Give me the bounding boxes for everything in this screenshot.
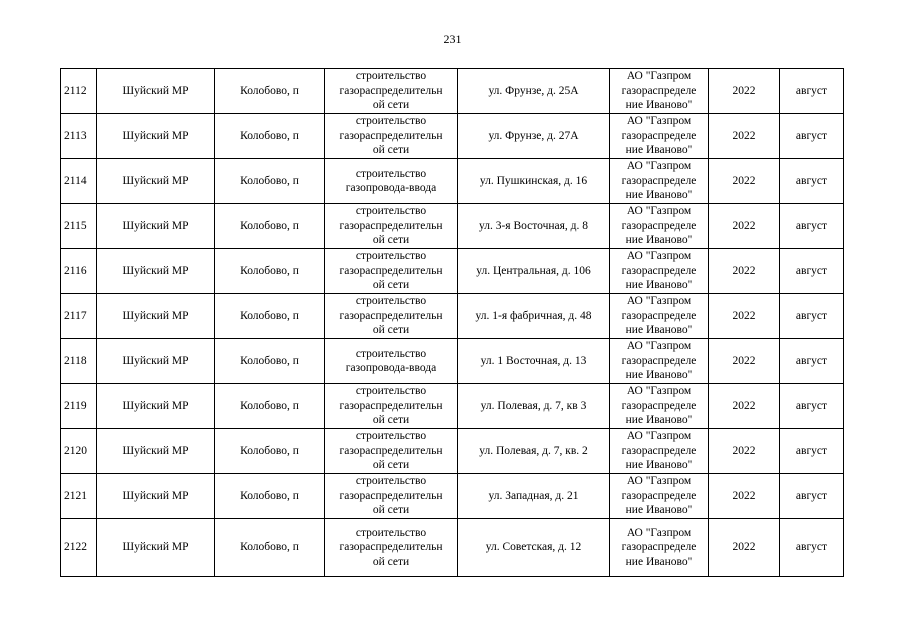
district-cell: Шуйский МР — [97, 474, 215, 519]
year-cell: 2022 — [709, 204, 780, 249]
district-cell: Шуйский МР — [97, 69, 215, 114]
organization-cell: АО "Газпром газораспределе ние Иваново" — [610, 249, 709, 294]
address-cell: ул. Полевая, д. 7, кв. 2 — [458, 429, 610, 474]
address-cell: ул. Полевая, д. 7, кв 3 — [458, 384, 610, 429]
organization-cell: АО "Газпром газораспределе ние Иваново" — [610, 519, 709, 577]
work-type-cell: строительство газораспределительн ой сети — [325, 69, 458, 114]
organization-cell: АО "Газпром газораспределе ние Иваново" — [610, 204, 709, 249]
district-cell: Шуйский МР — [97, 204, 215, 249]
month-cell: август — [780, 384, 844, 429]
row-number-cell: 2117 — [61, 294, 97, 339]
row-number-cell: 2115 — [61, 204, 97, 249]
work-type-cell: строительство газораспределительн ой сети — [325, 519, 458, 577]
table-body — [61, 69, 844, 577]
row-number-cell: 2114 — [61, 159, 97, 204]
district-cell: Шуйский МР — [97, 114, 215, 159]
row-number-cell: 2113 — [61, 114, 97, 159]
month-cell: август — [780, 429, 844, 474]
locality-cell: Колобово, п — [215, 519, 325, 577]
row-number-cell: 2118 — [61, 339, 97, 384]
year-cell: 2022 — [709, 249, 780, 294]
year-cell: 2022 — [709, 294, 780, 339]
row-number-cell: 2120 — [61, 429, 97, 474]
organization-cell: АО "Газпром газораспределе ние Иваново" — [610, 474, 709, 519]
row-number-cell: 2112 — [61, 69, 97, 114]
organization-cell: АО "Газпром газораспределе ние Иваново" — [610, 159, 709, 204]
address-cell: ул. Пушкинская, д. 16 — [458, 159, 610, 204]
organization-cell: АО "Газпром газораспределе ние Иваново" — [610, 69, 709, 114]
row-number-cell: 2116 — [61, 249, 97, 294]
district-cell: Шуйский МР — [97, 519, 215, 577]
year-cell: 2022 — [709, 114, 780, 159]
month-cell: август — [780, 294, 844, 339]
address-cell: ул. Центральная, д. 106 — [458, 249, 610, 294]
locality-cell: Колобово, п — [215, 114, 325, 159]
table-row — [61, 159, 844, 204]
locality-cell: Колобово, п — [215, 294, 325, 339]
locality-cell: Колобово, п — [215, 249, 325, 294]
work-type-cell: строительство газораспределительн ой сети — [325, 474, 458, 519]
locality-cell: Колобово, п — [215, 474, 325, 519]
table-row — [61, 249, 844, 294]
organization-cell: АО "Газпром газораспределе ние Иваново" — [610, 114, 709, 159]
month-cell: август — [780, 339, 844, 384]
work-type-cell: строительство газораспределительн ой сети — [325, 114, 458, 159]
table-row — [61, 204, 844, 249]
address-cell: ул. Советская, д. 12 — [458, 519, 610, 577]
locality-cell: Колобово, п — [215, 429, 325, 474]
month-cell: август — [780, 249, 844, 294]
address-cell: ул. Западная, д. 21 — [458, 474, 610, 519]
work-type-cell: строительство газопровода-ввода — [325, 339, 458, 384]
address-cell: ул. 3-я Восточная, д. 8 — [458, 204, 610, 249]
address-cell: ул. 1 Восточная, д. 13 — [458, 339, 610, 384]
locality-cell: Колобово, п — [215, 204, 325, 249]
district-cell: Шуйский МР — [97, 384, 215, 429]
month-cell: август — [780, 474, 844, 519]
table-row — [61, 474, 844, 519]
locality-cell: Колобово, п — [215, 339, 325, 384]
month-cell: август — [780, 204, 844, 249]
row-number-cell: 2121 — [61, 474, 97, 519]
year-cell: 2022 — [709, 69, 780, 114]
table-row — [61, 339, 844, 384]
year-cell: 2022 — [709, 339, 780, 384]
locality-cell: Колобово, п — [215, 384, 325, 429]
address-cell: ул. Фрунзе, д. 25А — [458, 69, 610, 114]
work-type-cell: строительство газораспределительн ой сети — [325, 204, 458, 249]
district-cell: Шуйский МР — [97, 249, 215, 294]
year-cell: 2022 — [709, 519, 780, 577]
row-number-cell: 2119 — [61, 384, 97, 429]
district-cell: Шуйский МР — [97, 339, 215, 384]
district-cell: Шуйский МР — [97, 159, 215, 204]
year-cell: 2022 — [709, 384, 780, 429]
table-row — [61, 519, 844, 577]
work-type-cell: строительство газораспределительн ой сети — [325, 249, 458, 294]
address-cell: ул. Фрунзе, д. 27А — [458, 114, 610, 159]
month-cell: август — [780, 159, 844, 204]
address-cell: ул. 1-я фабричная, д. 48 — [458, 294, 610, 339]
table-row — [61, 114, 844, 159]
year-cell: 2022 — [709, 474, 780, 519]
work-type-cell: строительство газораспределительн ой сети — [325, 294, 458, 339]
locality-cell: Колобово, п — [215, 69, 325, 114]
work-type-cell: строительство газораспределительн ой сети — [325, 384, 458, 429]
work-type-cell: строительство газораспределительн ой сети — [325, 429, 458, 474]
organization-cell: АО "Газпром газораспределе ние Иваново" — [610, 429, 709, 474]
table-row — [61, 384, 844, 429]
year-cell: 2022 — [709, 429, 780, 474]
table-row — [61, 429, 844, 474]
table-row — [61, 294, 844, 339]
district-cell: Шуйский МР — [97, 429, 215, 474]
district-cell: Шуйский МР — [97, 294, 215, 339]
month-cell: август — [780, 69, 844, 114]
month-cell: август — [780, 114, 844, 159]
page-number: 231 — [443, 32, 462, 46]
row-number-cell: 2122 — [61, 519, 97, 577]
table-row — [61, 69, 844, 114]
organization-cell: АО "Газпром газораспределе ние Иваново" — [610, 384, 709, 429]
organization-cell: АО "Газпром газораспределе ние Иваново" — [610, 339, 709, 384]
locality-cell: Колобово, п — [215, 159, 325, 204]
month-cell: август — [780, 519, 844, 577]
work-type-cell: строительство газопровода-ввода — [325, 159, 458, 204]
gasification-table — [60, 68, 844, 577]
year-cell: 2022 — [709, 159, 780, 204]
organization-cell: АО "Газпром газораспределе ние Иваново" — [610, 294, 709, 339]
